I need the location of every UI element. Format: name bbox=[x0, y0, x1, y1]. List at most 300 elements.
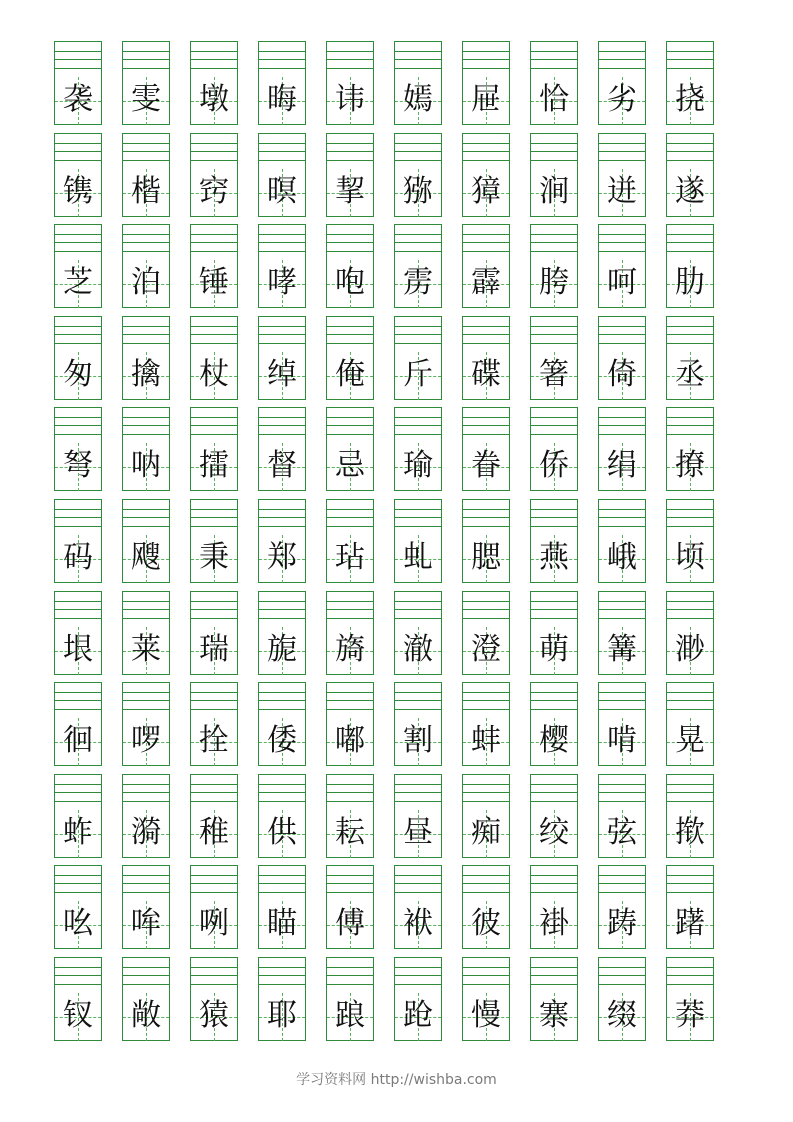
pinyin-guide-line bbox=[531, 160, 577, 161]
hanzi-character: 耘 bbox=[335, 815, 365, 850]
practice-cell bbox=[122, 224, 170, 308]
tianzige-box bbox=[395, 901, 441, 949]
hanzi-character: 獐 bbox=[471, 174, 501, 209]
pinyin-guide-line bbox=[259, 709, 305, 710]
pinyin-guide-line bbox=[259, 425, 305, 426]
tianzige-box bbox=[667, 77, 713, 125]
pinyin-guide-line bbox=[395, 326, 441, 327]
tianzige-box bbox=[463, 810, 509, 858]
pinyin-guide-line bbox=[531, 801, 577, 802]
practice-cell bbox=[394, 774, 442, 858]
pinyin-guide-line bbox=[327, 59, 373, 60]
practice-cell bbox=[326, 41, 374, 125]
pinyin-guide-line bbox=[123, 417, 169, 418]
hanzi-character: 玷 bbox=[335, 540, 365, 575]
practice-cell bbox=[122, 407, 170, 491]
pinyin-guide-line bbox=[191, 251, 237, 252]
pinyin-guide-line bbox=[123, 609, 169, 610]
pinyin-guide-line bbox=[327, 892, 373, 893]
pinyin-guide-line bbox=[395, 59, 441, 60]
pinyin-guide-line bbox=[599, 151, 645, 152]
pinyin-guide-line bbox=[599, 143, 645, 144]
practice-cell bbox=[666, 407, 714, 491]
tianzige-box bbox=[55, 260, 101, 308]
pinyin-guide-line bbox=[327, 692, 373, 693]
hanzi-character: 傅 bbox=[335, 906, 365, 941]
hanzi-character: 屉 bbox=[471, 82, 501, 117]
practice-cell bbox=[598, 407, 646, 491]
pinyin-guide-line bbox=[191, 875, 237, 876]
tianzige-box bbox=[327, 352, 373, 400]
pinyin-guide-line bbox=[599, 251, 645, 252]
pinyin-guide-line bbox=[667, 343, 713, 344]
pinyin-guide-line bbox=[55, 434, 101, 435]
hanzi-character: 拴 bbox=[199, 723, 229, 758]
hanzi-character: 雳 bbox=[403, 265, 433, 300]
pinyin-guide-line bbox=[191, 709, 237, 710]
pinyin-guide-line bbox=[55, 801, 101, 802]
pinyin-guide-line bbox=[259, 143, 305, 144]
tianzige-box bbox=[599, 810, 645, 858]
practice-cell bbox=[54, 224, 102, 308]
pinyin-guide-line bbox=[123, 975, 169, 976]
pinyin-guide-line bbox=[395, 984, 441, 985]
hanzi-character: 樱 bbox=[539, 723, 569, 758]
pinyin-guide-line bbox=[55, 334, 101, 335]
tianzige-box bbox=[395, 77, 441, 125]
practice-cell bbox=[530, 224, 578, 308]
pinyin-guide-line bbox=[395, 517, 441, 518]
practice-cell bbox=[258, 224, 306, 308]
pinyin-guide-line bbox=[259, 509, 305, 510]
practice-cell bbox=[666, 133, 714, 217]
pinyin-guide-line bbox=[259, 326, 305, 327]
tianzige-box bbox=[395, 627, 441, 675]
hanzi-character: 镌 bbox=[63, 174, 93, 209]
tianzige-box bbox=[463, 169, 509, 217]
pinyin-guide-line bbox=[531, 417, 577, 418]
hanzi-character: 泊 bbox=[131, 265, 161, 300]
pinyin-guide-line bbox=[123, 700, 169, 701]
hanzi-character: 供 bbox=[267, 815, 297, 850]
pinyin-guide-line bbox=[463, 517, 509, 518]
practice-cell bbox=[530, 774, 578, 858]
tianzige-box bbox=[191, 260, 237, 308]
practice-cell bbox=[462, 224, 510, 308]
practice-cell bbox=[462, 407, 510, 491]
practice-cell bbox=[394, 499, 442, 583]
pinyin-guide-line bbox=[123, 892, 169, 893]
hanzi-character: 萌 bbox=[539, 632, 569, 667]
hanzi-character: 倚 bbox=[607, 357, 637, 392]
pinyin-guide-line bbox=[55, 700, 101, 701]
pinyin-guide-line bbox=[463, 792, 509, 793]
pinyin-guide-line bbox=[667, 417, 713, 418]
practice-cell bbox=[666, 316, 714, 400]
practice-cell bbox=[54, 316, 102, 400]
pinyin-guide-line bbox=[327, 801, 373, 802]
practice-cell bbox=[598, 865, 646, 949]
practice-cell bbox=[666, 499, 714, 583]
tianzige-box bbox=[599, 718, 645, 766]
hanzi-character: 肋 bbox=[675, 265, 705, 300]
hanzi-character: 猕 bbox=[403, 174, 433, 209]
tianzige-box bbox=[259, 169, 305, 217]
pinyin-guide-line bbox=[191, 609, 237, 610]
practice-cell bbox=[462, 957, 510, 1041]
tianzige-box bbox=[327, 169, 373, 217]
practice-cell bbox=[598, 682, 646, 766]
pinyin-guide-line bbox=[327, 51, 373, 52]
pinyin-guide-line bbox=[259, 700, 305, 701]
pinyin-guide-line bbox=[123, 792, 169, 793]
pinyin-guide-line bbox=[191, 892, 237, 893]
tianzige-box bbox=[667, 810, 713, 858]
tianzige-box bbox=[327, 443, 373, 491]
pinyin-guide-line bbox=[463, 334, 509, 335]
pinyin-guide-line bbox=[191, 692, 237, 693]
pinyin-guide-line bbox=[123, 875, 169, 876]
tianzige-box bbox=[395, 718, 441, 766]
pinyin-guide-line bbox=[667, 892, 713, 893]
tianzige-box bbox=[531, 352, 577, 400]
pinyin-guide-line bbox=[667, 984, 713, 985]
pinyin-guide-line bbox=[259, 151, 305, 152]
pinyin-guide-line bbox=[667, 975, 713, 976]
hanzi-character: 嘟 bbox=[335, 723, 365, 758]
practice-cell bbox=[666, 224, 714, 308]
pinyin-guide-line bbox=[667, 334, 713, 335]
hanzi-character: 哞 bbox=[131, 906, 161, 941]
pinyin-guide-line bbox=[599, 526, 645, 527]
pinyin-guide-line bbox=[191, 434, 237, 435]
hanzi-character: 峨 bbox=[607, 540, 637, 575]
hanzi-character: 彼 bbox=[471, 906, 501, 941]
pinyin-guide-line bbox=[259, 601, 305, 602]
practice-cell bbox=[326, 682, 374, 766]
pinyin-guide-line bbox=[463, 618, 509, 619]
tianzige-box bbox=[327, 535, 373, 583]
hanzi-character: 垠 bbox=[63, 632, 93, 667]
hanzi-character: 箸 bbox=[539, 357, 569, 392]
practice-cell bbox=[666, 41, 714, 125]
pinyin-guide-line bbox=[259, 68, 305, 69]
hanzi-character: 劣 bbox=[607, 82, 637, 117]
hanzi-character: 稚 bbox=[199, 815, 229, 850]
pinyin-guide-line bbox=[327, 967, 373, 968]
pinyin-guide-line bbox=[55, 984, 101, 985]
practice-cell bbox=[190, 957, 238, 1041]
pinyin-guide-line bbox=[123, 59, 169, 60]
hanzi-character: 擒 bbox=[131, 357, 161, 392]
hanzi-character: 钗 bbox=[63, 998, 93, 1033]
tianzige-box bbox=[191, 718, 237, 766]
pinyin-guide-line bbox=[259, 517, 305, 518]
practice-cell bbox=[258, 316, 306, 400]
hanzi-character: 绞 bbox=[539, 815, 569, 850]
tianzige-box bbox=[667, 535, 713, 583]
pinyin-guide-line bbox=[259, 892, 305, 893]
pinyin-guide-line bbox=[463, 151, 509, 152]
pinyin-guide-line bbox=[191, 517, 237, 518]
pinyin-guide-line bbox=[395, 692, 441, 693]
tianzige-box bbox=[259, 77, 305, 125]
pinyin-guide-line bbox=[463, 434, 509, 435]
pinyin-guide-line bbox=[395, 883, 441, 884]
tianzige-box bbox=[395, 260, 441, 308]
tianzige-box bbox=[667, 352, 713, 400]
pinyin-guide-line bbox=[531, 975, 577, 976]
pinyin-guide-line bbox=[599, 234, 645, 235]
practice-cell bbox=[326, 774, 374, 858]
tianzige-box bbox=[55, 352, 101, 400]
hanzi-character: 啰 bbox=[131, 723, 161, 758]
pinyin-guide-line bbox=[327, 509, 373, 510]
pinyin-guide-line bbox=[259, 784, 305, 785]
practice-cell bbox=[54, 774, 102, 858]
pinyin-guide-line bbox=[667, 242, 713, 243]
pinyin-guide-line bbox=[531, 242, 577, 243]
tianzige-box bbox=[463, 627, 509, 675]
hanzi-character: 墩 bbox=[199, 82, 229, 117]
practice-cell bbox=[54, 41, 102, 125]
pinyin-guide-line bbox=[123, 709, 169, 710]
pinyin-guide-line bbox=[191, 343, 237, 344]
hanzi-character: 雯 bbox=[131, 82, 161, 117]
pinyin-guide-line bbox=[531, 892, 577, 893]
pinyin-guide-line bbox=[327, 326, 373, 327]
practice-cell bbox=[598, 499, 646, 583]
pinyin-guide-line bbox=[599, 618, 645, 619]
pinyin-guide-line bbox=[55, 784, 101, 785]
tianzige-box bbox=[259, 718, 305, 766]
practice-cell bbox=[122, 41, 170, 125]
pinyin-guide-line bbox=[327, 875, 373, 876]
tianzige-box bbox=[531, 901, 577, 949]
hanzi-character: 挈 bbox=[335, 174, 365, 209]
pinyin-guide-line bbox=[55, 68, 101, 69]
hanzi-character: 昼 bbox=[403, 815, 433, 850]
pinyin-guide-line bbox=[531, 151, 577, 152]
tianzige-box bbox=[191, 810, 237, 858]
hanzi-character: 澄 bbox=[471, 632, 501, 667]
practice-cell bbox=[666, 865, 714, 949]
pinyin-guide-line bbox=[191, 51, 237, 52]
pinyin-guide-line bbox=[123, 242, 169, 243]
practice-cell bbox=[462, 865, 510, 949]
pinyin-guide-line bbox=[463, 709, 509, 710]
tianzige-box bbox=[191, 993, 237, 1041]
pinyin-guide-line bbox=[191, 792, 237, 793]
practice-cell bbox=[122, 865, 170, 949]
practice-cell bbox=[190, 133, 238, 217]
pinyin-guide-line bbox=[463, 68, 509, 69]
pinyin-guide-line bbox=[531, 434, 577, 435]
pinyin-guide-line bbox=[667, 234, 713, 235]
hanzi-character: 碟 bbox=[471, 357, 501, 392]
pinyin-guide-line bbox=[55, 601, 101, 602]
pinyin-guide-line bbox=[599, 709, 645, 710]
pinyin-guide-line bbox=[463, 784, 509, 785]
pinyin-guide-line bbox=[123, 143, 169, 144]
pinyin-guide-line bbox=[463, 526, 509, 527]
pinyin-guide-line bbox=[463, 242, 509, 243]
tianzige-box bbox=[599, 993, 645, 1041]
tianzige-box bbox=[531, 169, 577, 217]
tianzige-box bbox=[599, 901, 645, 949]
practice-cell bbox=[190, 865, 238, 949]
practice-cell bbox=[258, 41, 306, 125]
practice-cell bbox=[530, 316, 578, 400]
pinyin-guide-line bbox=[191, 59, 237, 60]
pinyin-guide-line bbox=[327, 334, 373, 335]
pinyin-guide-line bbox=[395, 151, 441, 152]
tianzige-box bbox=[463, 260, 509, 308]
pinyin-guide-line bbox=[327, 417, 373, 418]
pinyin-guide-line bbox=[191, 801, 237, 802]
pinyin-guide-line bbox=[123, 68, 169, 69]
pinyin-guide-line bbox=[463, 234, 509, 235]
pinyin-guide-line bbox=[599, 692, 645, 693]
pinyin-guide-line bbox=[191, 68, 237, 69]
tianzige-box bbox=[599, 169, 645, 217]
hanzi-character: 褂 bbox=[539, 906, 569, 941]
pinyin-guide-line bbox=[123, 334, 169, 335]
pinyin-guide-line bbox=[259, 975, 305, 976]
pinyin-guide-line bbox=[395, 425, 441, 426]
pinyin-guide-line bbox=[55, 517, 101, 518]
hanzi-character: 瑜 bbox=[403, 448, 433, 483]
pinyin-guide-line bbox=[463, 967, 509, 968]
hanzi-character: 弦 bbox=[607, 815, 637, 850]
pinyin-guide-line bbox=[599, 334, 645, 335]
pinyin-guide-line bbox=[463, 343, 509, 344]
practice-cell bbox=[190, 316, 238, 400]
pinyin-guide-line bbox=[463, 143, 509, 144]
pinyin-guide-line bbox=[463, 984, 509, 985]
pinyin-guide-line bbox=[191, 984, 237, 985]
tianzige-box bbox=[191, 535, 237, 583]
pinyin-guide-line bbox=[327, 143, 373, 144]
hanzi-character: 寨 bbox=[539, 998, 569, 1033]
tianzige-box bbox=[259, 352, 305, 400]
hanzi-character: 咧 bbox=[199, 906, 229, 941]
pinyin-guide-line bbox=[667, 784, 713, 785]
pinyin-guide-line bbox=[191, 326, 237, 327]
pinyin-guide-line bbox=[55, 792, 101, 793]
hanzi-character: 漪 bbox=[131, 815, 161, 850]
tianzige-box bbox=[531, 627, 577, 675]
pinyin-guide-line bbox=[531, 601, 577, 602]
pinyin-guide-line bbox=[327, 709, 373, 710]
pinyin-guide-line bbox=[259, 967, 305, 968]
practice-cell bbox=[394, 407, 442, 491]
tianzige-box bbox=[599, 77, 645, 125]
pinyin-guide-line bbox=[191, 160, 237, 161]
pinyin-guide-line bbox=[667, 160, 713, 161]
practice-cell bbox=[190, 774, 238, 858]
pinyin-guide-line bbox=[55, 975, 101, 976]
practice-cell bbox=[258, 865, 306, 949]
pinyin-guide-line bbox=[327, 975, 373, 976]
pinyin-guide-line bbox=[123, 509, 169, 510]
pinyin-guide-line bbox=[599, 242, 645, 243]
pinyin-guide-line bbox=[395, 51, 441, 52]
pinyin-guide-line bbox=[599, 601, 645, 602]
pinyin-guide-line bbox=[599, 700, 645, 701]
tianzige-box bbox=[259, 810, 305, 858]
pinyin-guide-line bbox=[191, 234, 237, 235]
pinyin-guide-line bbox=[55, 151, 101, 152]
pinyin-guide-line bbox=[667, 883, 713, 884]
tianzige-box bbox=[667, 901, 713, 949]
pinyin-guide-line bbox=[395, 160, 441, 161]
pinyin-guide-line bbox=[55, 618, 101, 619]
pinyin-guide-line bbox=[327, 68, 373, 69]
pinyin-guide-line bbox=[55, 967, 101, 968]
pinyin-guide-line bbox=[599, 434, 645, 435]
pinyin-guide-line bbox=[395, 875, 441, 876]
tianzige-box bbox=[599, 627, 645, 675]
pinyin-guide-line bbox=[463, 425, 509, 426]
pinyin-guide-line bbox=[259, 792, 305, 793]
pinyin-guide-line bbox=[463, 326, 509, 327]
pinyin-guide-line bbox=[463, 892, 509, 893]
pinyin-guide-line bbox=[191, 883, 237, 884]
tianzige-box bbox=[531, 77, 577, 125]
hanzi-character: 瞄 bbox=[267, 906, 297, 941]
pinyin-guide-line bbox=[531, 59, 577, 60]
pinyin-guide-line bbox=[55, 425, 101, 426]
tianzige-box bbox=[463, 535, 509, 583]
pinyin-guide-line bbox=[667, 875, 713, 876]
pinyin-guide-line bbox=[259, 234, 305, 235]
practice-cell bbox=[258, 591, 306, 675]
tianzige-box bbox=[667, 993, 713, 1041]
pinyin-guide-line bbox=[667, 526, 713, 527]
hanzi-character: 渺 bbox=[675, 632, 705, 667]
tianzige-box bbox=[395, 993, 441, 1041]
hanzi-character: 涧 bbox=[539, 174, 569, 209]
pinyin-guide-line bbox=[123, 160, 169, 161]
pinyin-guide-line bbox=[123, 326, 169, 327]
pinyin-guide-line bbox=[599, 59, 645, 60]
hanzi-character: 秉 bbox=[199, 540, 229, 575]
practice-cell bbox=[326, 133, 374, 217]
pinyin-guide-line bbox=[327, 242, 373, 243]
tianzige-box bbox=[395, 443, 441, 491]
pinyin-guide-line bbox=[463, 601, 509, 602]
pinyin-guide-line bbox=[123, 51, 169, 52]
tianzige-box bbox=[55, 718, 101, 766]
hanzi-character: 莽 bbox=[675, 998, 705, 1033]
pinyin-guide-line bbox=[55, 417, 101, 418]
hanzi-character: 撩 bbox=[675, 448, 705, 483]
pinyin-guide-line bbox=[599, 875, 645, 876]
tianzige-box bbox=[123, 993, 169, 1041]
pinyin-guide-line bbox=[327, 517, 373, 518]
hanzi-character: 暝 bbox=[267, 174, 297, 209]
hanzi-character: 痴 bbox=[471, 815, 501, 850]
pinyin-guide-line bbox=[55, 892, 101, 893]
hanzi-character: 篝 bbox=[607, 632, 637, 667]
pinyin-guide-line bbox=[191, 700, 237, 701]
tianzige-box bbox=[327, 810, 373, 858]
practice-cell bbox=[394, 316, 442, 400]
hanzi-character: 瑞 bbox=[199, 632, 229, 667]
pinyin-guide-line bbox=[599, 160, 645, 161]
pinyin-guide-line bbox=[191, 967, 237, 968]
